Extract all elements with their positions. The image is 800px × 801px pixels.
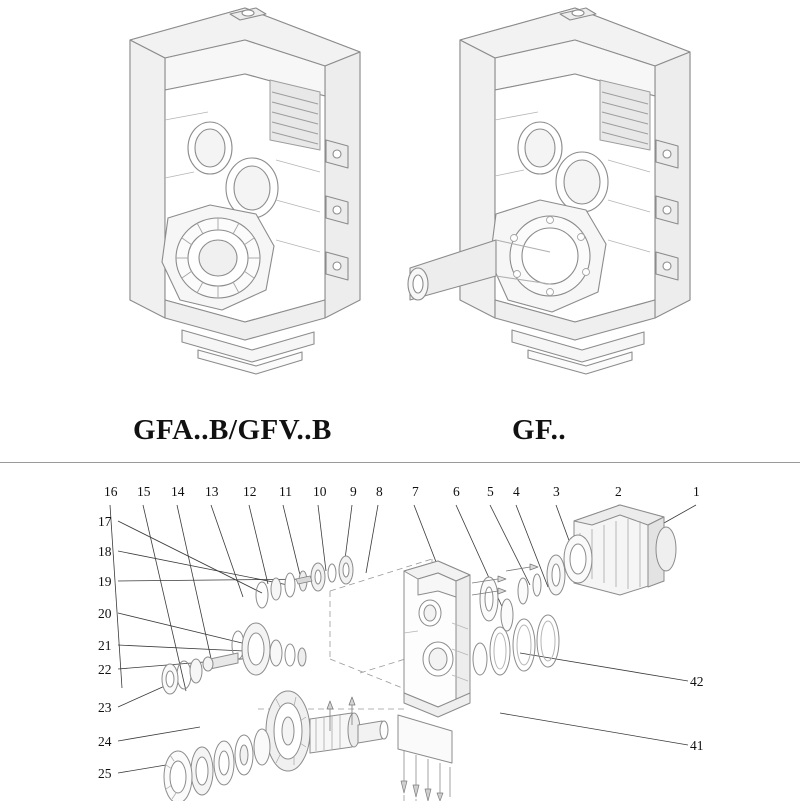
callout-6: 6 — [453, 484, 460, 499]
caption-gf: GF.. — [512, 414, 567, 446]
exploded-view-drawing — [0, 463, 800, 801]
callout-21: 21 — [98, 638, 112, 653]
callout-5: 5 — [487, 484, 494, 499]
callout-23: 23 — [98, 700, 112, 715]
caption-gfab-gfvb: GFA..B/GFV..B — [133, 414, 332, 446]
gearbox-view-hollow-shaft — [70, 0, 400, 400]
callout-41: 41 — [690, 738, 704, 753]
callout-19: 19 — [98, 574, 112, 589]
callout-15: 15 — [137, 484, 151, 499]
callout-16: 16 — [104, 484, 118, 499]
callout-42: 42 — [690, 674, 704, 689]
callout-1: 1 — [693, 484, 700, 499]
gearbox-view-solid-shaft — [400, 0, 730, 400]
callout-12: 12 — [243, 484, 257, 499]
callout-25: 25 — [98, 766, 112, 781]
callout-3: 3 — [553, 484, 560, 499]
callout-20: 20 — [98, 606, 112, 621]
callout-24: 24 — [98, 734, 112, 749]
callout-10: 10 — [313, 484, 327, 499]
callout-7: 7 — [412, 484, 419, 499]
callout-2: 2 — [615, 484, 622, 499]
callout-13: 13 — [205, 484, 219, 499]
callout-18: 18 — [98, 544, 112, 559]
callout-4: 4 — [513, 484, 520, 499]
callout-22: 22 — [98, 662, 112, 677]
callout-11: 11 — [279, 484, 292, 499]
callout-14: 14 — [171, 484, 185, 499]
callout-17: 17 — [98, 514, 112, 529]
exploded-view-section — [0, 462, 800, 801]
callout-9: 9 — [350, 484, 357, 499]
callout-8: 8 — [376, 484, 383, 499]
